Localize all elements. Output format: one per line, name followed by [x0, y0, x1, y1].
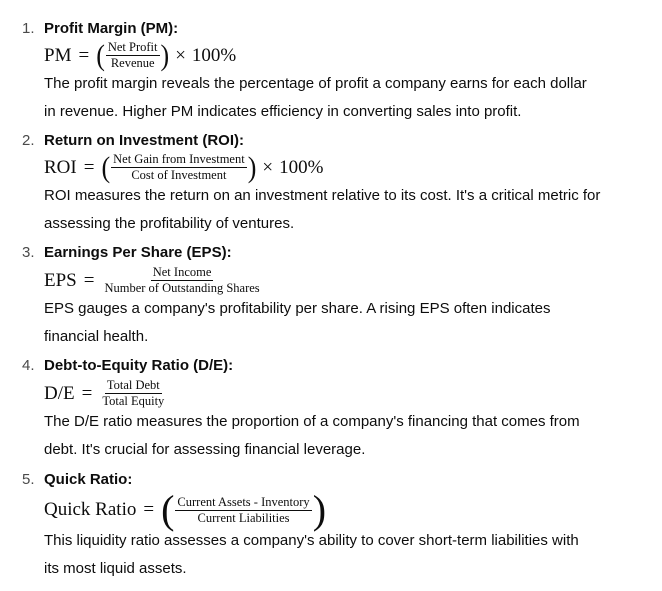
list-number: 4.: [22, 357, 35, 374]
formula-profit-margin: [44, 38, 237, 72]
formula-suffix: 100%: [191, 44, 237, 66]
formula-roi: [44, 150, 324, 184]
formula-fraction: [102, 266, 261, 295]
item-title: Profit Margin (PM):: [44, 20, 179, 37]
formula-denominator: Current Liabilities: [197, 510, 290, 525]
formula-equals: =: [83, 269, 95, 291]
formula-equals: =: [143, 499, 155, 520]
item-title: Quick Ratio:: [44, 471, 133, 488]
list-number: 3.: [22, 244, 35, 261]
formula-quick-ratio: [44, 487, 327, 532]
formula-open-paren: (: [101, 150, 111, 184]
formula-denominator: Total Equity: [102, 394, 165, 408]
item-title: Debt-to-Equity Ratio (D/E):: [44, 357, 234, 374]
formula-times: ×: [262, 156, 274, 178]
formula-equals: =: [78, 44, 90, 66]
formula-equals: =: [83, 156, 95, 178]
formula-open-paren: (: [96, 38, 105, 72]
formula-denominator: Cost of Investment: [131, 168, 227, 182]
formula-close-paren: ): [160, 38, 170, 72]
description-line: assessing the profitability of ventures.: [44, 215, 295, 232]
description-line: in revenue. Higher PM indicates efficiency in converting sales into profit.: [44, 103, 522, 120]
formula-debt-to-equity: [44, 379, 167, 408]
item-description: [44, 408, 644, 464]
formula-numerator: Current Assets - Inventory: [177, 494, 310, 509]
description-line: EPS gauges a company's profitability per share. A rising EPS often indicates: [44, 300, 551, 317]
list-number: 1.: [22, 20, 35, 37]
formula-close-paren: ): [312, 487, 327, 532]
description-line: debt. It's crucial for assessing financial leverage.: [44, 441, 366, 458]
formula-fraction: [106, 41, 160, 70]
formula-lhs: ROI: [44, 156, 77, 178]
description-line: financial health.: [44, 328, 149, 345]
formula-numerator: Net Profit: [107, 40, 158, 54]
description-line: The profit margin reveals the percentage of profit a company earns for each dollar: [44, 75, 587, 92]
description-line: This liquidity ratio assesses a company's ability to cover short-term liabilities with: [44, 532, 579, 549]
item-title: Return on Investment (ROI):: [44, 132, 245, 149]
formula-suffix: 100%: [279, 156, 324, 178]
list-number: 5.: [22, 471, 35, 488]
formula-times: ×: [175, 44, 186, 66]
item-description: [44, 182, 644, 238]
formula-numerator: Total Debt: [106, 378, 160, 392]
formula-equals: =: [81, 382, 93, 404]
formula-lhs: EPS: [44, 269, 77, 291]
formula-numerator: Net Income: [152, 265, 212, 279]
formula-lhs: Quick Ratio: [44, 499, 137, 520]
description-line: The D/E ratio measures the proportion of a company's financing that comes from: [44, 413, 580, 430]
description-line: its most liquid assets.: [44, 560, 187, 577]
item-description: [44, 295, 644, 351]
item-description: [44, 527, 644, 583]
formula-fraction: [100, 379, 166, 408]
item-title: Earnings Per Share (EPS):: [44, 244, 232, 261]
formula-eps: [44, 266, 263, 295]
formula-denominator: Number of Outstanding Shares: [104, 281, 260, 295]
formula-numerator: Net Gain from Investment: [113, 152, 245, 166]
formula-denominator: Revenue: [110, 56, 155, 70]
formula-lhs: D/E: [44, 382, 75, 404]
formula-close-paren: ): [247, 150, 257, 184]
formula-open-paren: (: [161, 487, 175, 532]
formula-fraction: [111, 153, 247, 182]
item-description: [44, 70, 644, 126]
formula-lhs: PM: [44, 44, 72, 66]
formula-fraction: [175, 496, 311, 525]
description-line: ROI measures the return on an investment relative to its cost. It's a critical metric for: [44, 187, 601, 204]
list-number: 2.: [22, 132, 35, 149]
